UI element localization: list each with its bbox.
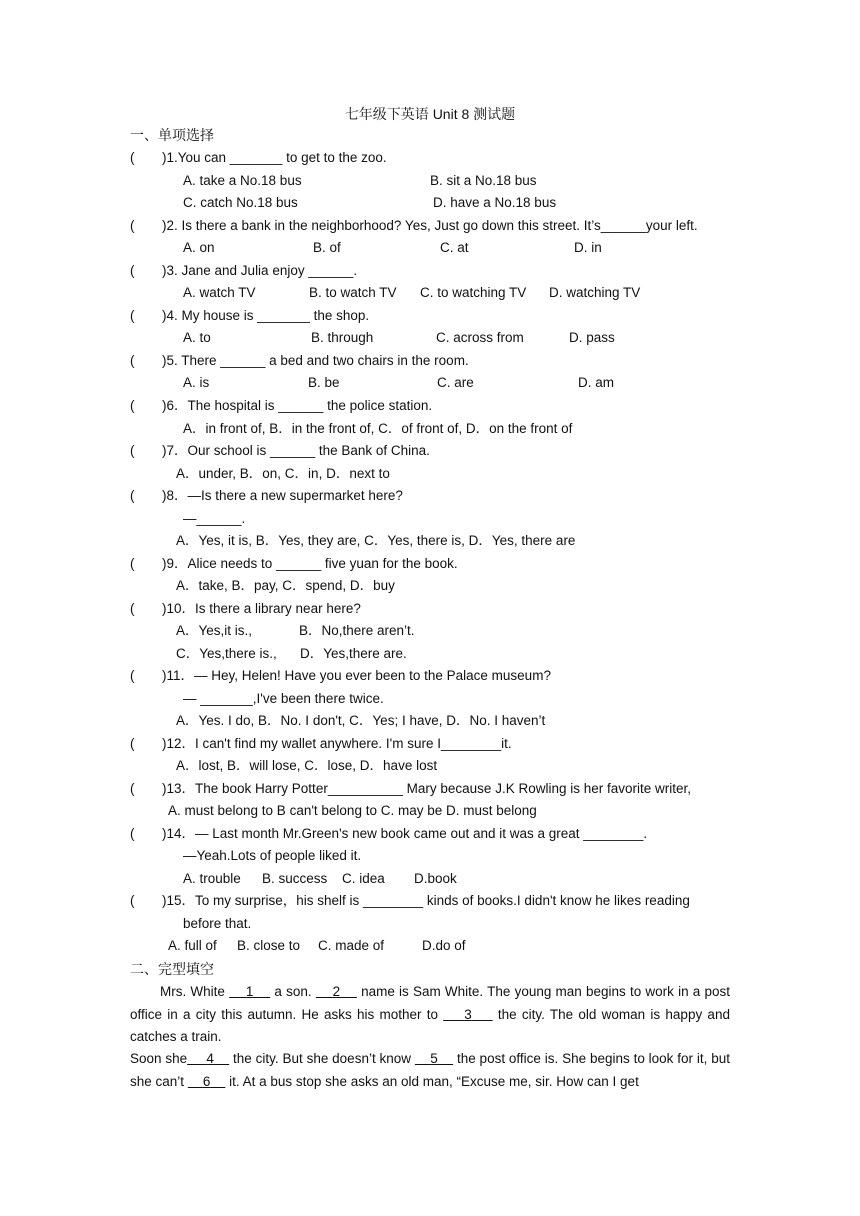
cloze-paragraph-1 [130, 981, 730, 1049]
cloze-text: Soon she [130, 1051, 188, 1066]
blank-number: 6 [202, 1073, 211, 1089]
cloze-text: a son. [274, 984, 312, 999]
option: D.do of [422, 938, 466, 953]
blank-number: 3 [464, 1006, 472, 1022]
cloze-blank-5 [415, 1051, 453, 1066]
question-15 [130, 892, 690, 910]
cloze-blank-1 [229, 984, 270, 999]
cloze-blank-2 [316, 984, 357, 999]
option: A．Yes,it is., [176, 623, 253, 638]
cloze-text: Mrs. White [160, 984, 225, 999]
answer-paren: ( [130, 893, 135, 908]
option: C. idea [342, 871, 385, 886]
option: A. watch TV [183, 285, 256, 300]
cloze-paragraph-2 [130, 1048, 730, 1093]
option: C. catch No.18 bus [183, 195, 298, 210]
question-12 [130, 735, 512, 753]
option: B. close to [237, 938, 301, 953]
question-text: )2. Is there a bank in the neighborhood? Yes, Just go down this street. It’s______your left. [162, 218, 698, 233]
blank-number: 2 [332, 984, 341, 999]
answer-paren: ( [130, 218, 135, 233]
answer-paren: ( [130, 668, 135, 683]
blank-number: 1 [245, 984, 254, 999]
option: A．in front of, B．in the front of, C．of front of, D．on the front of [183, 421, 573, 436]
cloze-text: the city. The old woman is happy and catches a train. [130, 1006, 730, 1044]
question-text: )12．I can't find my wallet anywhere. I'm sure I________it. [162, 736, 512, 751]
question-text: )6．The hospital is ______ the police station. [162, 398, 433, 413]
answer-paren: ( [130, 398, 135, 413]
option: C. made of [318, 938, 385, 953]
answer-paren: ( [130, 736, 135, 751]
cloze-blank-6 [188, 1074, 226, 1089]
option: D. pass [569, 330, 615, 345]
cloze-blank-3 [443, 1007, 492, 1022]
option: A. must belong to B can't belong to C. may be D. must belong [168, 803, 537, 818]
question-5 [130, 352, 469, 370]
option: A．Yes, it is, B．Yes, they are, C．Yes, there is, D．Yes, there are [176, 533, 576, 548]
option: A. on [183, 240, 215, 255]
question-2 [130, 217, 698, 235]
question-text: )5. There ______ a bed and two chairs in the room. [162, 353, 469, 368]
answer-paren: ( [130, 556, 135, 571]
option: D. in [574, 240, 602, 255]
option: B. of [313, 240, 341, 255]
question-text: )8．—Is there a new supermarket here? [162, 488, 403, 503]
option: A. to [183, 330, 211, 345]
option: A. take a No.18 bus [183, 173, 302, 188]
option: D. have a No.18 bus [433, 195, 557, 210]
option: C. across from [436, 330, 524, 345]
answer-paren: ( [130, 353, 135, 368]
answer-paren: ( [130, 601, 135, 616]
answer-paren: ( [130, 826, 135, 841]
option: B. be [308, 375, 340, 390]
question-text: )3. Jane and Julia enjoy ______. [162, 263, 358, 278]
option: C. at [440, 240, 469, 255]
question-text: )1.You can _______ to get to the zoo. [162, 150, 387, 165]
option: A. is [183, 375, 210, 390]
question-8 [130, 487, 403, 505]
option: B. to watch TV [309, 285, 397, 300]
answer-paren: ( [130, 443, 135, 458]
question-text: )15．To my surprise，his shelf is ________ kinds of books.I didn't know he likes reading [162, 893, 690, 908]
question-6 [130, 397, 432, 415]
question-subline: —______. [183, 511, 246, 526]
question-subline: —Yeah.Lots of people liked it. [183, 848, 362, 863]
question-9 [130, 555, 458, 573]
blank-number: 4 [206, 1051, 214, 1066]
answer-paren: ( [130, 150, 135, 165]
answer-paren: ( [130, 308, 135, 323]
question-text: )13．The book Harry Potter__________ Mary because J.K Rowling is her favorite writer, [162, 781, 692, 796]
cloze-text: it. At a bus stop she asks an old man, “Excuse me, sir. How can I get [229, 1073, 639, 1089]
question-7 [130, 442, 430, 460]
answer-paren: ( [130, 263, 135, 278]
option: A．under, B．on, C．in, D．next to [176, 466, 390, 481]
option: D.book [414, 871, 457, 886]
option: A．Yes. I do, B．No. I don't, C．Yes; I have, D．No. I haven’t [176, 713, 546, 728]
question-1 [130, 149, 387, 167]
question-text: )14．— Last month Mr.Green's new book came out and it was a great ________. [162, 826, 648, 841]
question-text: )4. My house is _______ the shop. [162, 308, 370, 323]
cloze-text: the post office is. She begins to look for it, but she can’t [130, 1051, 730, 1089]
cloze-blank-4 [187, 1051, 229, 1066]
answer-paren: ( [130, 781, 135, 796]
question-11 [130, 667, 551, 685]
section-heading-multiple-choice: 一、单项选择 [130, 127, 214, 143]
question-subline: before that. [183, 916, 252, 931]
question-3 [130, 262, 357, 280]
question-subline: — _______,I've been there twice. [183, 691, 384, 706]
question-10 [130, 600, 361, 618]
option: D. watching TV [549, 285, 641, 300]
section-heading-cloze: 二、完型填空 [130, 961, 214, 977]
question-text: )9．Alice needs to ______ five yuan for the book. [162, 556, 458, 571]
option: C．Yes,there is., [176, 646, 277, 661]
question-text: )10．Is there a library near here? [162, 601, 361, 616]
option: B．No,there aren’t. [299, 623, 415, 638]
option: A．lost, B．will lose, C．lose, D．have lost [176, 758, 438, 773]
cloze-text: the city. But she doesn’t know [233, 1051, 412, 1066]
option: D. am [578, 375, 615, 390]
option: B. through [311, 330, 374, 345]
page-title: 七年级下英语 Unit 8 测试题 [344, 106, 516, 122]
option: A. full of [168, 938, 217, 953]
option: C. to watching TV [420, 285, 527, 300]
blank-number: 5 [430, 1051, 438, 1066]
answer-paren: ( [130, 488, 135, 503]
question-14 [130, 825, 647, 843]
option: B. success [262, 871, 328, 886]
question-text: )7．Our school is ______ the Bank of China. [162, 443, 430, 458]
option: A．take, B．pay, C．spend, D．buy [176, 578, 395, 593]
question-13 [130, 780, 691, 798]
option: C. are [437, 375, 474, 390]
option: D．Yes,there are. [300, 646, 407, 661]
option: B. sit a No.18 bus [430, 173, 537, 188]
question-text: )11．— Hey, Helen! Have you ever been to the Palace museum? [162, 668, 551, 683]
question-4 [130, 307, 369, 325]
cloze-text: name is Sam White. The young man begins to work in a post office in a city this autumn. He asks his mother to [130, 984, 731, 1022]
option: A. trouble [183, 871, 241, 886]
